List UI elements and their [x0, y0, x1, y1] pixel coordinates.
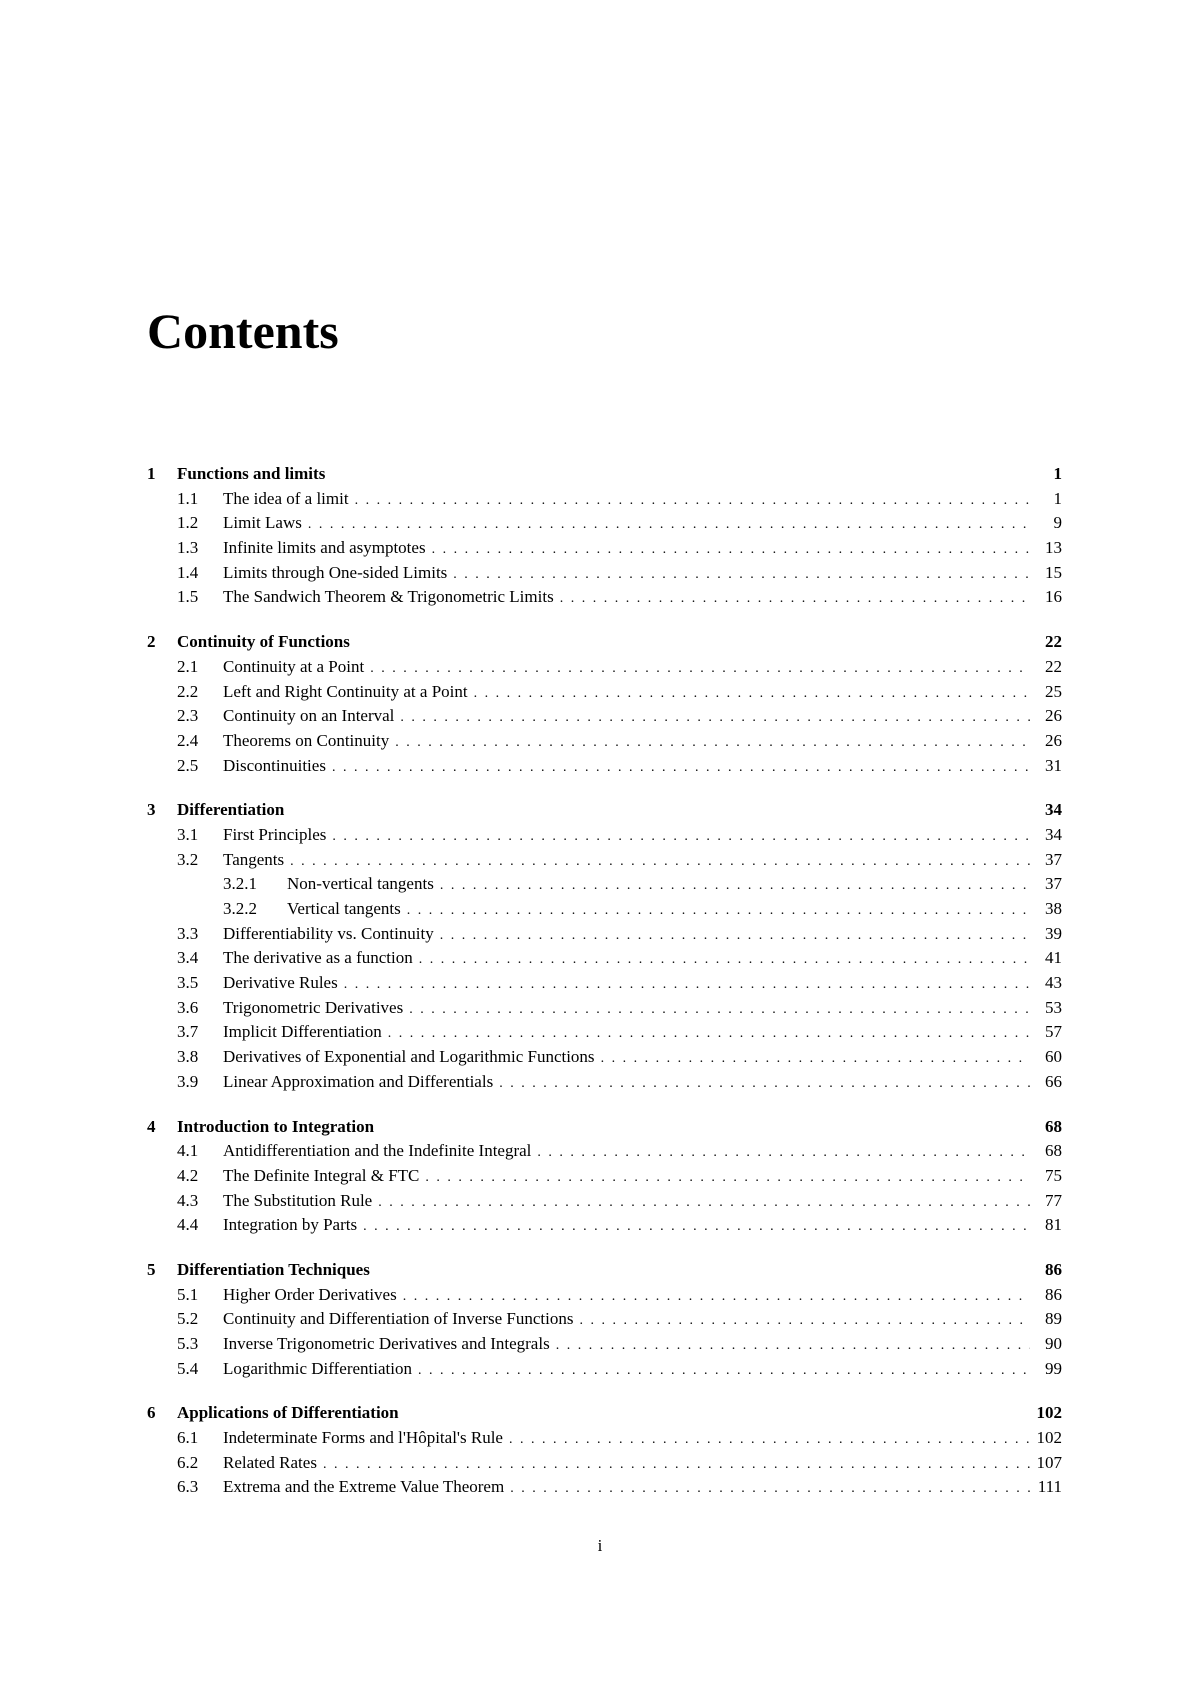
dot-leader	[355, 489, 1030, 514]
toc-section-title: Continuity at a Point	[223, 656, 365, 676]
toc-section-page: 66	[1045, 1071, 1062, 1091]
toc-section-title: Logarithmic Differentiation	[223, 1358, 412, 1378]
toc-section-page: 9	[1053, 513, 1062, 533]
toc-section-number: 4.2	[177, 1165, 199, 1185]
toc-section-number: 2.2	[177, 681, 199, 701]
toc-section-entry[interactable]	[147, 996, 1062, 1021]
toc-section-title: The derivative as a function	[223, 948, 413, 968]
toc-section-entry[interactable]	[147, 754, 1062, 779]
toc-section-number: 4.4	[177, 1215, 199, 1235]
toc-section-number: 2.5	[177, 755, 199, 775]
toc-section-page: 77	[1045, 1190, 1062, 1210]
toc-section-entry[interactable]	[147, 1451, 1062, 1476]
toc-section-title: Higher Order Derivatives	[223, 1284, 397, 1304]
toc-section-title: Continuity and Differentiation of Inverse Functions	[223, 1309, 574, 1329]
toc-section-page: 75	[1045, 1165, 1062, 1185]
dot-leader	[332, 756, 1030, 781]
toc-chapter-entry[interactable]	[147, 1115, 1062, 1140]
toc-section-entry[interactable]	[147, 487, 1062, 512]
toc-section-entry[interactable]	[147, 561, 1062, 586]
toc-section-page: 90	[1045, 1334, 1062, 1353]
toc-section-page: 43	[1045, 973, 1062, 993]
toc-chapter-block	[147, 630, 1062, 778]
toc-section-page: 57	[1045, 1022, 1062, 1042]
toc-section-number: 1.5	[177, 587, 199, 607]
toc-section-number: 4.1	[177, 1141, 199, 1161]
dot-leader	[474, 682, 1030, 707]
toc-section-entry[interactable]	[147, 704, 1062, 729]
toc-section-entry[interactable]	[147, 1045, 1062, 1070]
toc-section-page: 16	[1045, 587, 1062, 607]
toc-section-title: Indeterminate Forms and l'Hôpital's Rule	[223, 1428, 503, 1448]
dot-leader	[395, 731, 1030, 756]
toc-section-entry[interactable]	[147, 536, 1062, 561]
toc-section-number: 1.2	[177, 513, 199, 533]
dot-leader	[425, 1166, 1030, 1191]
toc-section-title: Continuity on an Interval	[223, 706, 395, 726]
toc-chapter-page: 68	[1045, 1116, 1062, 1136]
toc-section-page: 31	[1045, 755, 1062, 775]
toc-section-page: 22	[1045, 656, 1062, 676]
dot-leader	[370, 657, 1030, 682]
toc-section-entry[interactable]	[147, 680, 1062, 705]
toc-section-page: 102	[1036, 1428, 1062, 1448]
toc-section-title: Inverse Trigonometric Derivatives and Integrals	[223, 1334, 550, 1353]
toc-chapter-number: 1	[147, 464, 156, 483]
toc-section-entry[interactable]	[147, 848, 1062, 873]
toc-section-entry[interactable]	[147, 823, 1062, 848]
dot-leader	[419, 948, 1030, 973]
toc-section-number: 2.3	[177, 706, 199, 726]
toc-section-page: 37	[1045, 849, 1062, 869]
toc-section-page: 99	[1045, 1358, 1062, 1378]
toc-subsection-title: Non-vertical tangents	[287, 874, 434, 894]
dot-leader	[440, 874, 1030, 899]
toc-chapter-title: Differentiation Techniques	[177, 1259, 370, 1279]
toc-section-number: 5.1	[177, 1284, 199, 1304]
toc-section-number: 6.1	[177, 1428, 199, 1448]
toc-section-page: 81	[1045, 1215, 1062, 1235]
toc-chapter-block	[147, 1115, 1062, 1238]
toc-section-number: 5.4	[177, 1358, 199, 1378]
toc-section-number: 3.3	[177, 923, 199, 943]
toc-section-title: Related Rates	[223, 1452, 317, 1472]
toc-section-title: The idea of a limit	[223, 488, 349, 508]
dot-leader	[403, 1285, 1030, 1310]
toc-chapter-page: 1	[1053, 464, 1062, 483]
toc-section-page: 68	[1045, 1141, 1062, 1161]
dot-leader	[440, 924, 1030, 949]
toc-chapter-entry[interactable]	[147, 798, 1062, 823]
toc-chapter-number: 2	[147, 632, 156, 652]
toc-section-number: 3.4	[177, 948, 199, 968]
toc-chapter-number: 4	[147, 1116, 156, 1136]
toc-chapter-page: 86	[1045, 1259, 1062, 1279]
toc-section-number: 3.1	[177, 824, 199, 844]
dot-leader	[344, 973, 1030, 998]
toc-chapter-entry[interactable]	[147, 630, 1062, 655]
toc-chapter-block	[147, 1258, 1062, 1381]
toc-section-number: 5.2	[177, 1309, 199, 1329]
toc-section-number: 3.8	[177, 1047, 199, 1067]
toc-section-number: 2.4	[177, 730, 199, 750]
toc-section-title: Discontinuities	[223, 755, 326, 775]
toc-section-entry[interactable]	[147, 1213, 1062, 1238]
dot-leader	[290, 850, 1030, 875]
dot-leader	[556, 1334, 1030, 1359]
toc-section-entry[interactable]	[147, 655, 1062, 680]
toc-section-page: 39	[1045, 923, 1062, 943]
toc-chapter-title: Continuity of Functions	[177, 632, 350, 652]
toc-section-entry[interactable]	[147, 1283, 1062, 1308]
toc-chapter-entry[interactable]	[147, 462, 1062, 487]
toc-section-entry[interactable]	[147, 1357, 1062, 1382]
toc-chapter-entry[interactable]	[147, 1401, 1062, 1426]
toc-section-page: 111	[1037, 1477, 1062, 1497]
toc-chapter-title: Introduction to Integration	[177, 1116, 375, 1136]
toc-subsection-number: 3.2.2	[223, 899, 257, 918]
toc-section-number: 1.3	[177, 538, 199, 558]
toc-section-title: Derivative Rules	[223, 973, 338, 993]
dot-leader	[560, 587, 1030, 612]
toc-chapter-entry[interactable]	[147, 1258, 1062, 1283]
toc-section-number: 1.4	[177, 562, 199, 582]
toc-chapter-block	[147, 462, 1062, 610]
toc-subsection-number: 3.2.1	[223, 874, 257, 894]
toc-section-page: 1	[1053, 488, 1062, 508]
toc-section-number: 4.3	[177, 1190, 199, 1210]
toc-section-page: 25	[1045, 681, 1062, 701]
toc-section-entry[interactable]	[147, 922, 1062, 947]
toc-section-number: 1.1	[177, 488, 199, 508]
toc-section-title: Infinite limits and asymptotes	[223, 538, 426, 558]
toc-subsection-page: 38	[1045, 899, 1062, 918]
toc-section-entry[interactable]	[147, 1020, 1062, 1045]
toc-section-page: 34	[1045, 824, 1062, 844]
dot-leader	[409, 998, 1030, 1023]
toc-chapter-title: Differentiation	[177, 800, 285, 820]
toc-section-page: 26	[1045, 730, 1062, 750]
dot-leader	[363, 1215, 1030, 1240]
toc-section-entry[interactable]	[147, 1307, 1062, 1332]
toc-section-entry[interactable]	[147, 585, 1062, 610]
dot-leader	[400, 706, 1030, 731]
toc-section-title: Theorems on Continuity	[223, 730, 390, 750]
toc-section-entry[interactable]	[147, 1070, 1062, 1095]
dot-leader	[332, 825, 1030, 850]
toc-chapter-block	[147, 1401, 1062, 1500]
dot-leader	[378, 1191, 1030, 1216]
toc-chapter-page: 34	[1045, 800, 1062, 820]
toc-section-title: Differentiability vs. Continuity	[223, 923, 434, 943]
dot-leader	[308, 513, 1030, 538]
toc-chapter-number: 3	[147, 800, 156, 820]
toc-section-title: Trigonometric Derivatives	[223, 997, 404, 1017]
dot-leader	[537, 1141, 1030, 1166]
toc-section-page: 86	[1045, 1284, 1062, 1304]
toc-section-page: 15	[1045, 562, 1062, 582]
toc-chapter-block	[147, 798, 1062, 1094]
dot-leader	[432, 538, 1030, 563]
toc-section-title: Left and Right Continuity at a Point	[223, 681, 468, 701]
toc-subsection-page: 37	[1045, 874, 1062, 894]
toc-chapter-page: 102	[1036, 1403, 1062, 1423]
toc-section-number: 3.5	[177, 973, 199, 993]
toc-subsection-title: Vertical tangents	[287, 899, 401, 918]
toc-section-number: 6.3	[177, 1477, 199, 1497]
toc-section-title: Implicit Differentiation	[223, 1022, 382, 1042]
toc-section-number: 5.3	[177, 1334, 199, 1353]
toc-section-page: 53	[1045, 997, 1062, 1017]
toc-section-page: 26	[1045, 706, 1062, 726]
footer-page-number: i	[597, 1536, 603, 1555]
toc-section-entry[interactable]	[147, 1332, 1062, 1357]
toc-section-number: 2.1	[177, 656, 199, 676]
toc-chapter-number: 5	[147, 1259, 156, 1279]
toc-section-page: 13	[1045, 538, 1062, 558]
toc-section-entry[interactable]	[147, 511, 1062, 536]
toc-section-title: Tangents	[223, 849, 285, 869]
toc-section-entry[interactable]	[147, 1475, 1062, 1500]
toc-section-entry[interactable]	[147, 729, 1062, 754]
toc-chapter-number: 6	[147, 1403, 156, 1423]
toc-section-page: 41	[1045, 948, 1062, 968]
toc-section-number: 3.6	[177, 997, 199, 1017]
toc-section-title: Extrema and the Extreme Value Theorem	[223, 1477, 505, 1497]
dot-leader	[407, 899, 1030, 924]
toc-subsection-entry[interactable]	[147, 872, 1062, 897]
dot-leader	[418, 1359, 1030, 1384]
dot-leader	[510, 1477, 1030, 1502]
dot-leader	[499, 1072, 1030, 1097]
toc-section-number: 3.2	[177, 849, 199, 869]
dot-leader	[509, 1428, 1030, 1453]
toc-section-title: The Substitution Rule	[223, 1190, 373, 1210]
toc-section-entry[interactable]	[147, 1139, 1062, 1164]
dot-leader	[323, 1453, 1030, 1478]
toc-section-title: The Sandwich Theorem & Trigonometric Limits	[223, 587, 554, 607]
toc-chapter-title: Applications of Differentiation	[177, 1403, 399, 1423]
dot-leader	[579, 1309, 1030, 1334]
toc-section-page: 89	[1045, 1309, 1062, 1329]
toc-section-title: First Principles	[223, 824, 327, 844]
toc-section-title: Integration by Parts	[223, 1215, 358, 1235]
toc-subsection-entry[interactable]	[147, 897, 1062, 922]
toc-section-title: The Definite Integral & FTC	[223, 1165, 420, 1185]
toc-section-title: Limits through One-sided Limits	[223, 562, 448, 582]
toc-section-entry[interactable]	[147, 946, 1062, 971]
dot-leader	[388, 1022, 1030, 1047]
dot-leader	[453, 563, 1030, 588]
toc-section-entry[interactable]	[147, 971, 1062, 996]
toc-chapter-title: Functions and limits	[177, 464, 326, 483]
toc-section-page: 107	[1036, 1452, 1062, 1472]
table-of-contents	[147, 462, 1062, 1520]
toc-section-number: 3.9	[177, 1071, 199, 1091]
page-title: Contents	[147, 303, 339, 359]
toc-chapter-page: 22	[1045, 632, 1062, 652]
dot-leader	[601, 1047, 1030, 1072]
toc-section-title: Antidifferentiation and the Indefinite Integral	[223, 1141, 532, 1161]
toc-section-title: Linear Approximation and Differentials	[223, 1071, 494, 1091]
toc-section-entry[interactable]	[147, 1189, 1062, 1214]
toc-section-entry[interactable]	[147, 1426, 1062, 1451]
toc-section-number: 6.2	[177, 1452, 199, 1472]
toc-section-title: Derivatives of Exponential and Logarithmic Functions	[223, 1047, 595, 1067]
toc-section-entry[interactable]	[147, 1164, 1062, 1189]
toc-section-title: Limit Laws	[223, 513, 302, 533]
toc-section-page: 60	[1045, 1047, 1062, 1067]
toc-section-number: 3.7	[177, 1022, 199, 1042]
